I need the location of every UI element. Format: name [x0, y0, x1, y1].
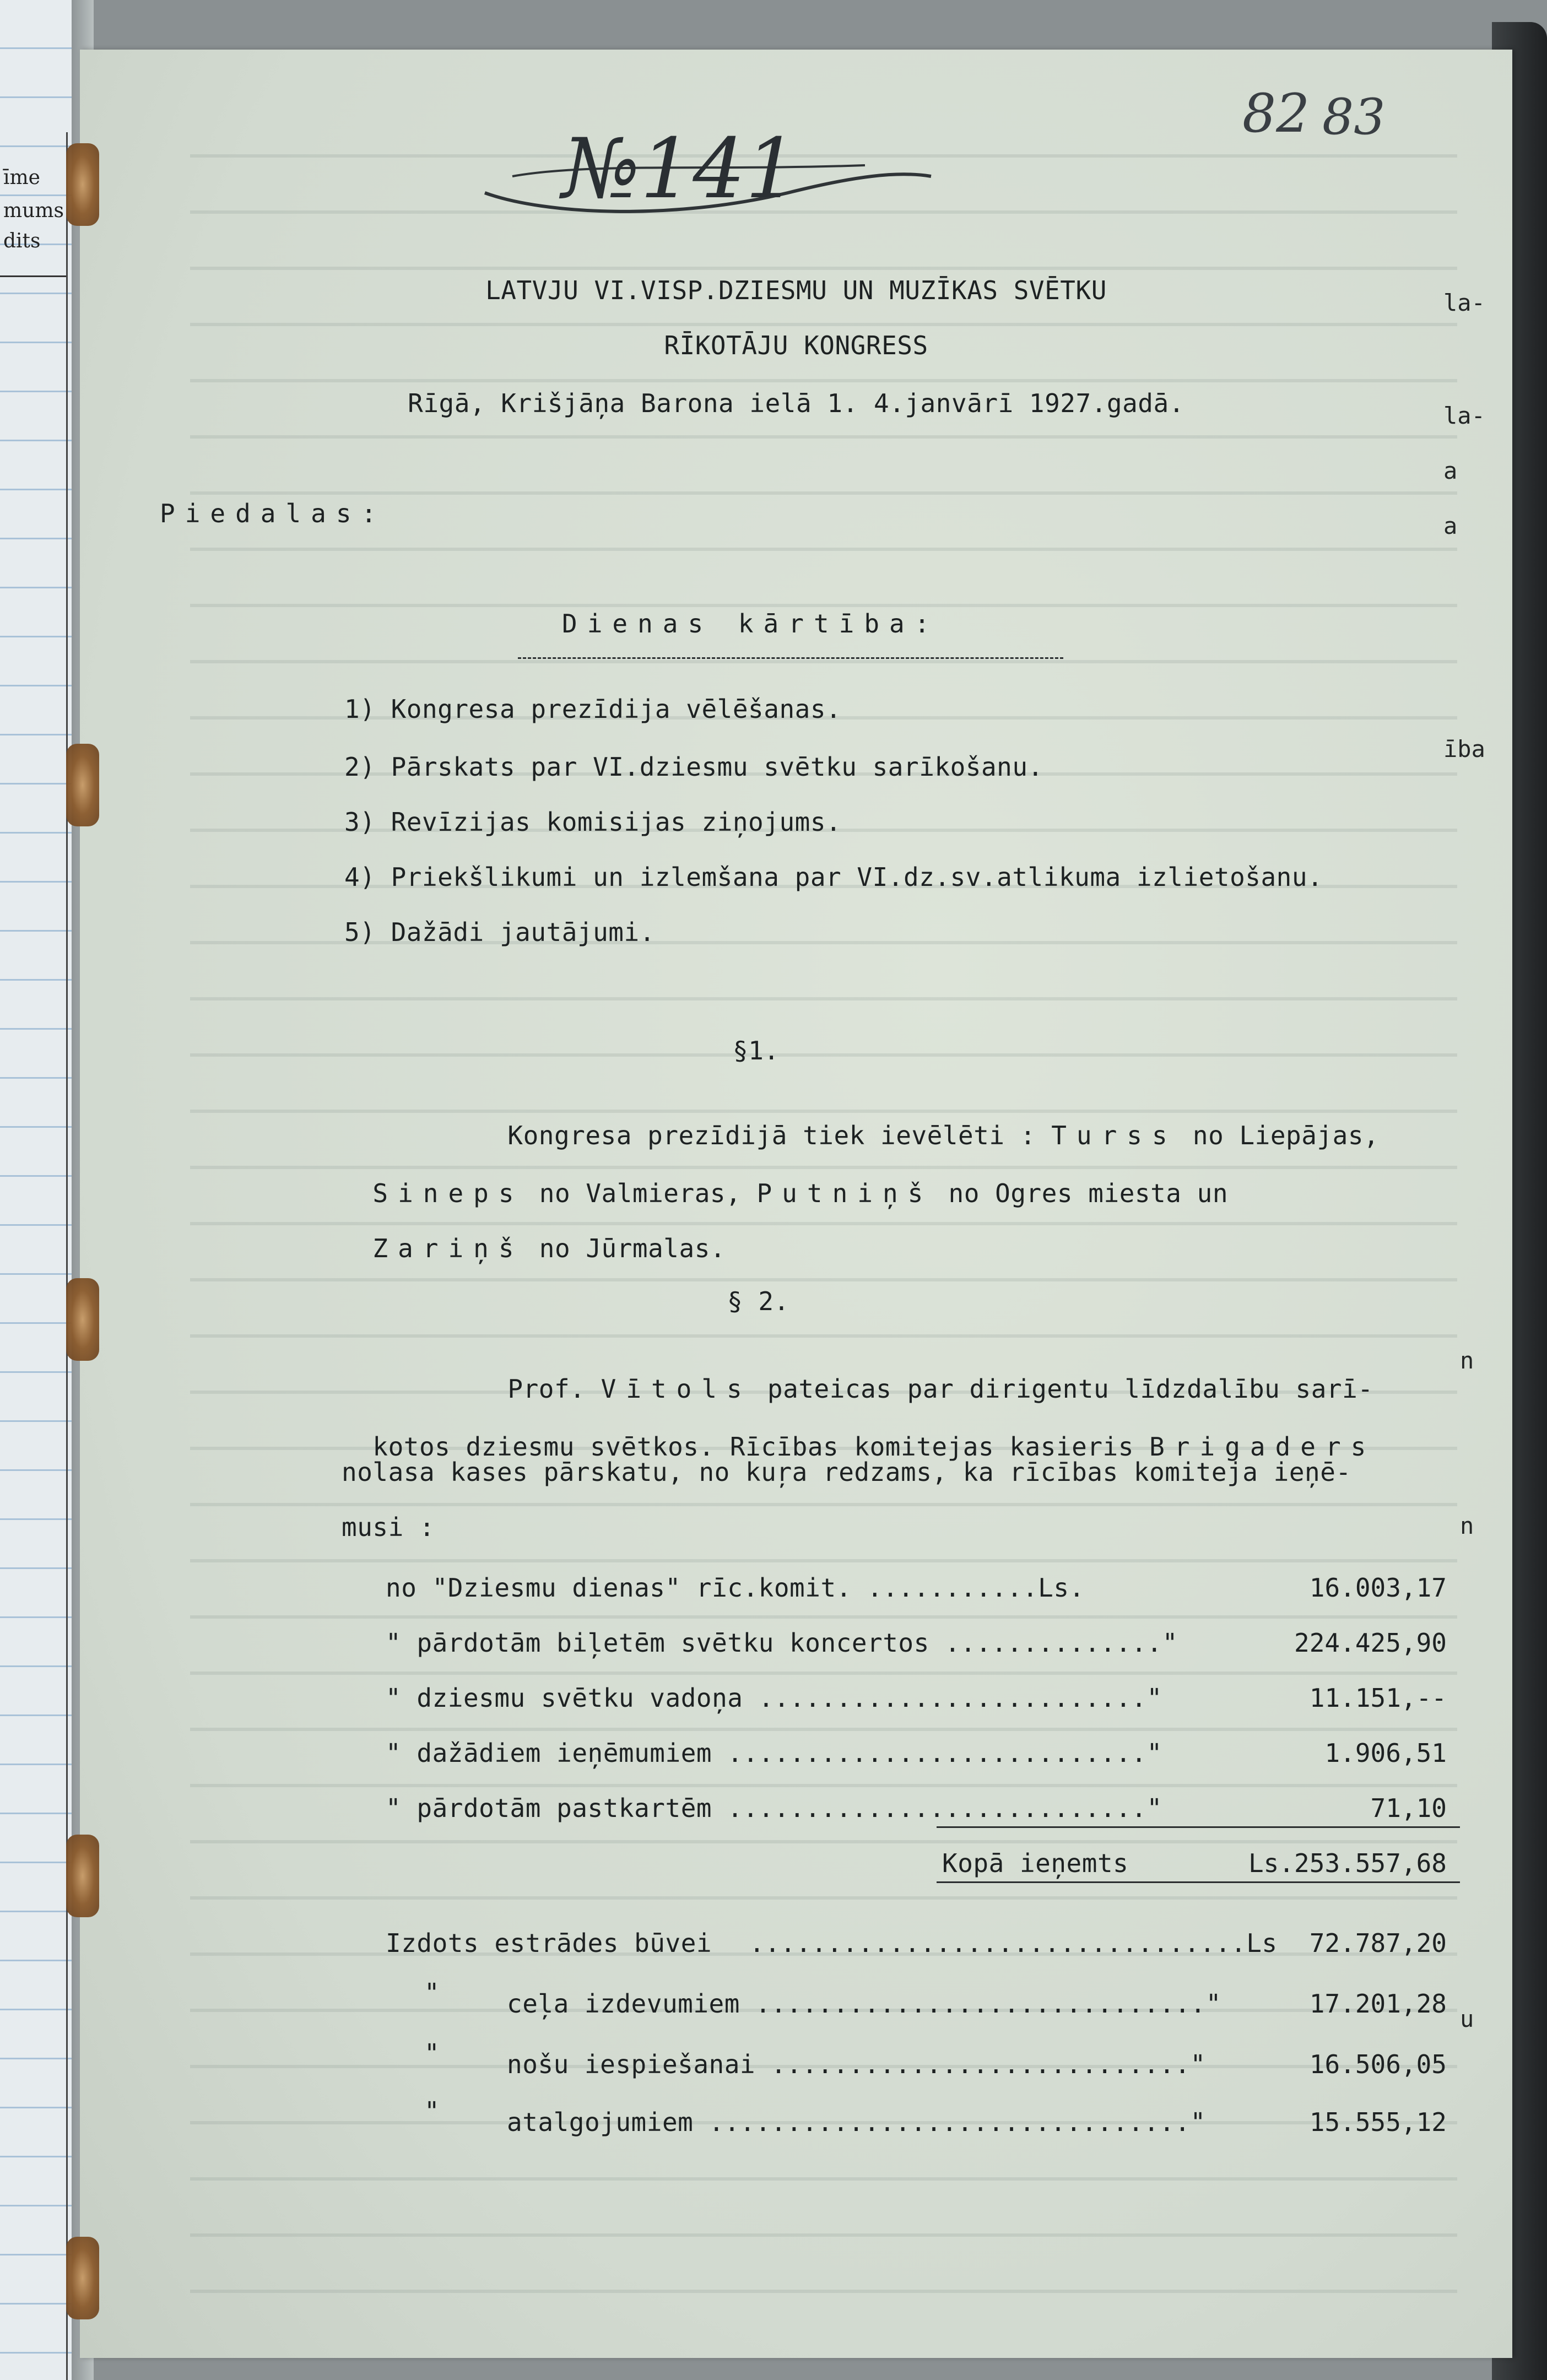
section-1-line-2 [342, 1149, 1228, 1208]
expense-amount: 15.555,12 [1309, 2107, 1447, 2137]
section-1-line-3 [342, 1204, 726, 1263]
text-run: Prof. [507, 1374, 601, 1404]
income-amount: 1.906,51 [1324, 1738, 1447, 1768]
section-1-line-1 [477, 1091, 1379, 1150]
expense-prefix: " [424, 2038, 440, 2068]
page-number-83: 83 [1322, 88, 1386, 146]
document-number-stamp [479, 110, 948, 242]
expense-amount: 72.787,20 [1309, 1928, 1447, 1958]
expense-prefix: Izdots estrādes būvei [386, 1928, 712, 1958]
income-amount: 224.425,90 [1294, 1628, 1447, 1658]
margin-fragment: a [1443, 512, 1458, 539]
expense-amount: 17.201,28 [1309, 1989, 1447, 2019]
margin-fragment: a [1443, 457, 1458, 484]
section-2-line-3: nolasa kases pārskatu, no kuŗa redzams, ka rīcības komiteja ieņē- [342, 1457, 1351, 1487]
expense-label: nošu iespiešanai ..........................." [507, 2049, 1206, 2079]
income-amount: 71,10 [1370, 1793, 1447, 1823]
margin-fragment: n [1460, 1512, 1474, 1539]
section-2-line-4: musi : [342, 1512, 435, 1542]
sum-rule [937, 1826, 1460, 1828]
prev-page-fragment: īme [3, 166, 40, 189]
expense-prefix: " [424, 1978, 440, 2008]
binding-hole [66, 2237, 99, 2319]
margin-fragment: u [1460, 2005, 1474, 2032]
margin-fragment: la- [1443, 289, 1485, 316]
agenda-item: 5) Dažādi jautājumi. [344, 917, 655, 947]
person-name: Brigaders [1149, 1432, 1376, 1462]
text-run: no Jūrmalas. [523, 1234, 726, 1263]
agenda-item: 3) Revīzijas komisijas ziņojums. [344, 807, 842, 837]
text-run: kotos dziesmu svētkos. Rīcības komitejas kasieris [372, 1432, 1150, 1462]
expense-label: atalgojumiem ..............................." [507, 2107, 1206, 2137]
header-line-3: Rīgā, Krišjāņa Barona ielā 1. 4.janvārī 1927.gadā. [408, 388, 1184, 418]
binding-hole [66, 1835, 99, 1917]
agenda-item: 2) Pārskats par VI.dziesmu svētku sarīkošanu. [344, 752, 1043, 782]
section-2-line-2 [342, 1402, 1376, 1462]
expense-label: ceļa izdevumiem ............................." [507, 1989, 1221, 2019]
prev-page-fragment: mums [3, 199, 64, 222]
agenda-item: 1) Kongresa prezīdija vēlēšanas. [344, 694, 842, 724]
income-amount: 16.003,17 [1309, 1573, 1447, 1603]
person-name: Sineps [372, 1178, 524, 1208]
agenda-item: 4) Priekšlikumi un izlemšana par VI.dz.sv.atlikuma izlietošanu. [344, 862, 1323, 892]
text-run: pateicas par dirigentu līdzdalību sarī- [751, 1374, 1373, 1404]
ruled-line [0, 275, 66, 277]
section-2-line-1 [477, 1344, 1373, 1404]
income-label: no "Dziesmu dienas" rīc.komit. ...........Ls. [386, 1573, 1085, 1603]
agenda-title-underline [518, 657, 1063, 659]
page-number-82: 82 [1242, 83, 1310, 144]
margin-fragment: n [1460, 1347, 1474, 1374]
expense-prefix: " [424, 2096, 440, 2126]
person-name: Putniņš [756, 1178, 933, 1208]
header-line-1: LATVJU VI.VISP.DZIESMU UN MUZĪKAS SVĒTKU [485, 275, 1107, 305]
total-underline [937, 1881, 1460, 1883]
prev-page-fragment: dits [3, 230, 41, 252]
total-income-amount: Ls.253.557,68 [1248, 1848, 1447, 1878]
header-line-2: RĪKOTĀJU KONGRESS [664, 331, 928, 360]
expense-amount: 16.506,05 [1309, 2049, 1447, 2079]
agenda-title: Dienas kārtība: [562, 609, 940, 639]
binding-hole [66, 1278, 99, 1361]
expense-label: ................................Ls [749, 1928, 1278, 1958]
income-label: " pārdotām biļetēm svētku koncertos .............." [386, 1628, 1178, 1658]
income-amount: 11.151,-- [1309, 1683, 1447, 1713]
total-income-label: Kopā ieņemts [942, 1848, 1129, 1878]
person-name: Vītols [601, 1374, 752, 1404]
income-label: " dažādiem ieņēmumiem ..........................." [386, 1738, 1162, 1768]
binding-hole [66, 744, 99, 826]
text-run: no Liepājas, [1177, 1121, 1380, 1150]
income-label: " dziesmu svētku vadoņa ........................." [386, 1683, 1162, 1713]
person-name: Turss [1051, 1121, 1177, 1150]
section-1-heading: §1. [733, 1036, 780, 1065]
person-name: Zariņš [372, 1234, 524, 1263]
text-run: no Ogres miesta un [933, 1178, 1229, 1208]
income-label: " pārdotām pastkartēm ..........................." [386, 1793, 1162, 1823]
margin-fragment: ība [1443, 735, 1485, 762]
document-number: №141 [562, 121, 798, 217]
text-run: no Valmieras, [523, 1178, 757, 1208]
binding-hole [66, 143, 99, 226]
margin-fragment: la- [1443, 402, 1485, 429]
ruled-column-line [66, 132, 68, 2380]
section-2-heading: § 2. [727, 1286, 789, 1316]
text-run: Kongresa prezīdijā tiek ievēlēti : [507, 1121, 1052, 1150]
attendees-label: Piedalas: [160, 499, 387, 528]
